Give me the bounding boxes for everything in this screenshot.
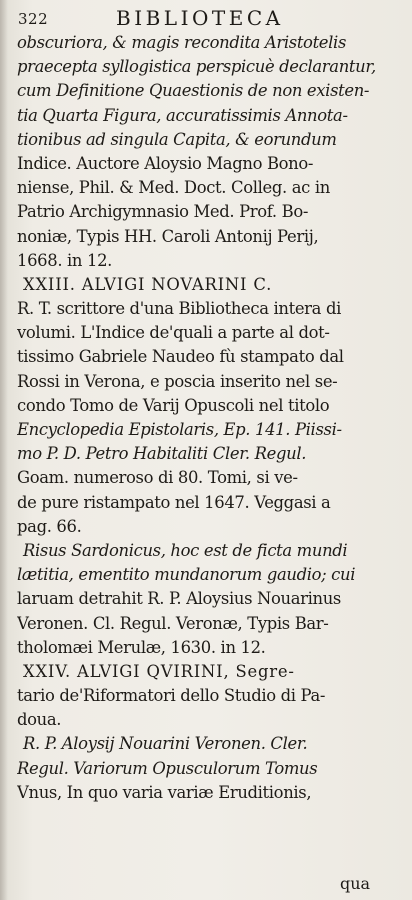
text-line: mo P. D. Petro Habitaliti Cler. Regul. [17,444,307,464]
text-line: noniæ, Typis HH. Caroli Antonij Perij, [17,226,319,246]
page-number: 322 [18,10,49,28]
text-line: tholomæi Merulæ, 1630. in 12. [17,637,266,657]
text-line: Regul. Variorum Opusculorum Tomus [17,758,318,778]
text-line: Indice. Auctore Aloysio Magno Bono- [17,153,314,173]
entry-heading: XXIV. ALVIGI QVIRINI, Segre- [23,661,295,681]
entry-heading: XXIII. ALVIGI NOVARINI C. [23,274,273,294]
catchword: qua [340,874,371,893]
text-line: cum Definitione Quaestionis de non existen- [17,81,370,101]
body-text [17,31,393,805]
text-line: Encyclopedia Epistolaris, Ep. 141. Piissi- [17,420,342,439]
text-line: doua. [17,710,62,730]
text-line: tia Quarta Figura, accuratissimis Annota- [17,105,348,125]
text-line: Rossi in Verona, e poscia inserito nel se- [17,371,338,391]
text-line: de pure ristampato nel 1647. Veggasi a [17,492,331,512]
text-line: Goam. numeroso di 80. Tomi, si ve- [17,468,298,488]
text-line: Risus Sardonicus, hoc est de ficta mundi [23,540,348,560]
text-line: R. T. scrittore d'una Bibliotheca intera di [17,299,341,319]
text-line: lætitia, ementito mundanorum gaudio; cui [17,565,356,585]
text-line: Patrio Archigymnasio Med. Prof. Bo- [17,202,309,222]
text-line: pag. 66. [17,516,82,536]
text-line: R. P. Aloysij Nouarini Veronen. Cler. [23,734,308,754]
text-line: 1668. in 12. [17,250,113,270]
text-line: tissimo Gabriele Naudeo fù stampato dal [17,347,344,367]
text-line: tionibus ad singula Capita, & eorundum [17,129,337,149]
text-line: obscuriora, & magis recondita Aristotelis [17,33,347,52]
text-line: Vnus, In quo varia variæ Eruditionis, [17,782,312,802]
gutter-shadow [0,0,8,900]
text-line: laruam detrahit R. P. Aloysius Nouarinus [17,589,341,609]
text-line: praecepta syllogistica perspicuè declarantur, [17,57,376,77]
text-line: Veronen. Cl. Regul. Veronæ, Typis Bar- [17,613,329,633]
running-title: BIBLIOTECA [116,6,284,30]
page-header [16,4,396,30]
text-line: niense, Phil. & Med. Doct. Colleg. ac in [17,178,330,198]
text-line: volumi. L'Indice de'quali a parte al dot- [17,323,330,343]
text-line: tario de'Riformatori dello Studio di Pa- [17,686,326,706]
text-line: condo Tomo de Varij Opuscoli nel titolo [17,395,330,415]
